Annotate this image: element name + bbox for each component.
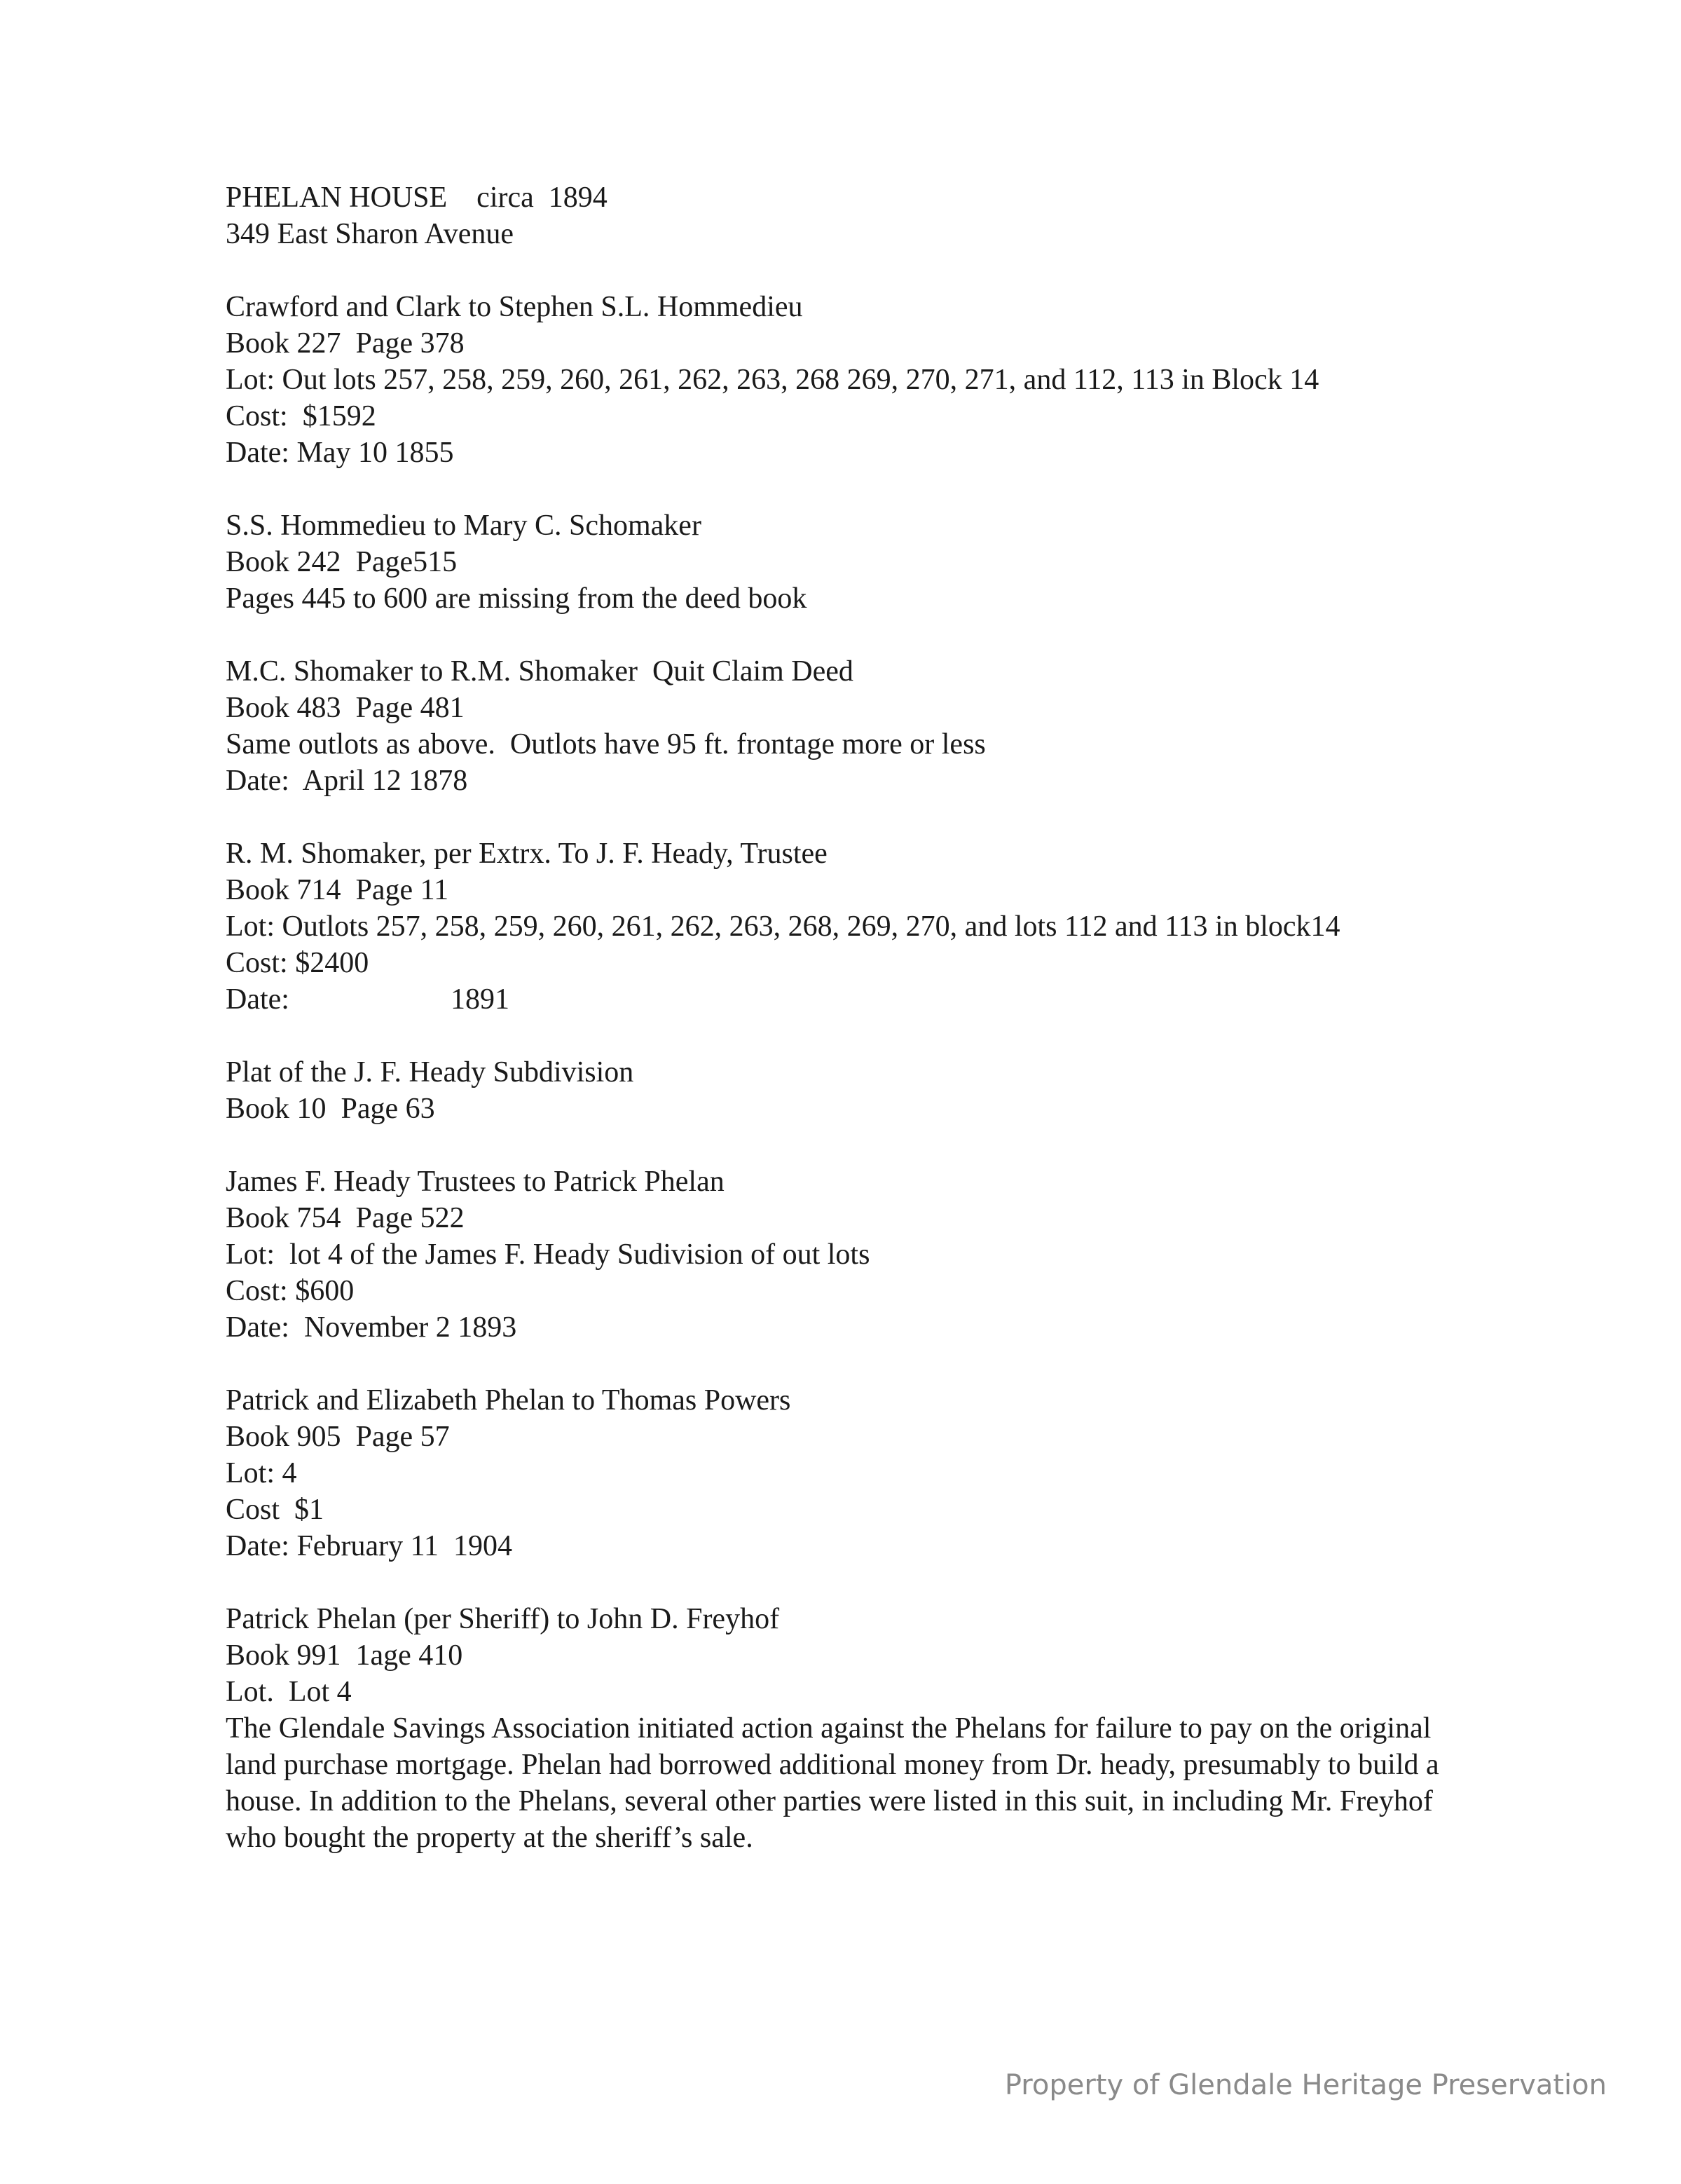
header-block [226,179,1459,252]
entry-cost: Cost $1 [226,1494,324,1526]
entry-lot: Lot: Out lots 257, 258, 259, 260, 261, 262, 263, 268 269, 270, 271, and 112, 113 in Block 14 [226,364,1319,396]
entry-date: Date: November 2 1893 [226,1311,517,1344]
entry-book-page: Book 242 Page515 [226,546,458,578]
entry-book-page: Book 227 Page 378 [226,327,465,360]
entry-parties: S.S. Hommedieu to Mary C. Schomaker [226,510,701,542]
entry-date-value: 1891 [450,983,509,1016]
entry-parties: Patrick and Elizabeth Phelan to Thomas Powers [226,1384,791,1417]
entry-book-page: Book 483 Page 481 [226,692,465,724]
entry-narrative: The Glendale Savings Association initiated action against the Phelans for failure to pay on the original land purchase mortgage. Phelan had borrowed additional money from Dr. heady, presumably to build a house. In addition to the Phelans, several other parties were listed in this suit, in including Mr. Freyhof who bought the property at the sheriff’s sale. [226,1712,1439,1854]
watermark-text: Property of Glendale Heritage Preservation [1004,2069,1607,2101]
deed-entry-3 [226,653,1459,799]
document-body [226,179,1459,1856]
entry-book-page: Book 991 1age 410 [226,1639,463,1672]
entry-date: Date: April 12 1878 [226,765,468,797]
house-address: 349 East Sharon Avenue [226,218,514,250]
deed-entry-4 [226,835,1459,1018]
entry-lot: Lot. Lot 4 [226,1676,352,1708]
entry-lot: Lot: 4 [226,1457,297,1489]
entry-parties: Plat of the J. F. Heady Subdivision [226,1056,634,1088]
entry-note: Pages 445 to 600 are missing from the deed book [226,582,807,615]
deed-entry-7 [226,1382,1459,1564]
entry-book-page: Book 714 Page 11 [226,874,449,906]
entry-date [226,981,1459,1018]
deed-entry-2 [226,507,1459,617]
entry-book-page: Book 10 Page 63 [226,1093,435,1125]
house-title: PHELAN HOUSE [226,182,448,214]
entry-cost: Cost: $2400 [226,947,369,979]
entry-cost: Cost: $1592 [226,400,376,432]
entry-parties: Patrick Phelan (per Sheriff) to John D. Freyhof [226,1603,780,1635]
entry-book-page: Book 754 Page 522 [226,1202,465,1234]
plat-entry [226,1054,1459,1127]
entry-lot: Lot: lot 4 of the James F. Heady Sudivision of out lots [226,1238,870,1271]
entry-lot: Lot: Outlots 257, 258, 259, 260, 261, 262, 263, 268, 269, 270, and lots 112 and 113 in block14 [226,910,1340,943]
deed-entry-8 [226,1601,1459,1856]
entry-parties: M.C. Shomaker to R.M. Shomaker Quit Claim Deed [226,655,853,688]
entry-date: Date: May 10 1855 [226,437,454,469]
house-circa: circa 1894 [476,182,608,214]
entry-parties: James F. Heady Trustees to Patrick Phelan [226,1166,725,1198]
deed-entry-6 [226,1163,1459,1346]
entry-date-label: Date: [226,983,289,1016]
deed-entry-1 [226,289,1459,471]
header-title-line [226,179,1459,216]
entry-parties: Crawford and Clark to Stephen S.L. Hommedieu [226,291,803,323]
entry-parties: R. M. Shomaker, per Extrx. To J. F. Heady, Trustee [226,838,828,870]
entry-cost: Cost: $600 [226,1275,355,1307]
entry-book-page: Book 905 Page 57 [226,1421,450,1453]
entry-note: Same outlots as above. Outlots have 95 ft. frontage more or less [226,728,986,760]
entry-date: Date: February 11 1904 [226,1530,513,1562]
